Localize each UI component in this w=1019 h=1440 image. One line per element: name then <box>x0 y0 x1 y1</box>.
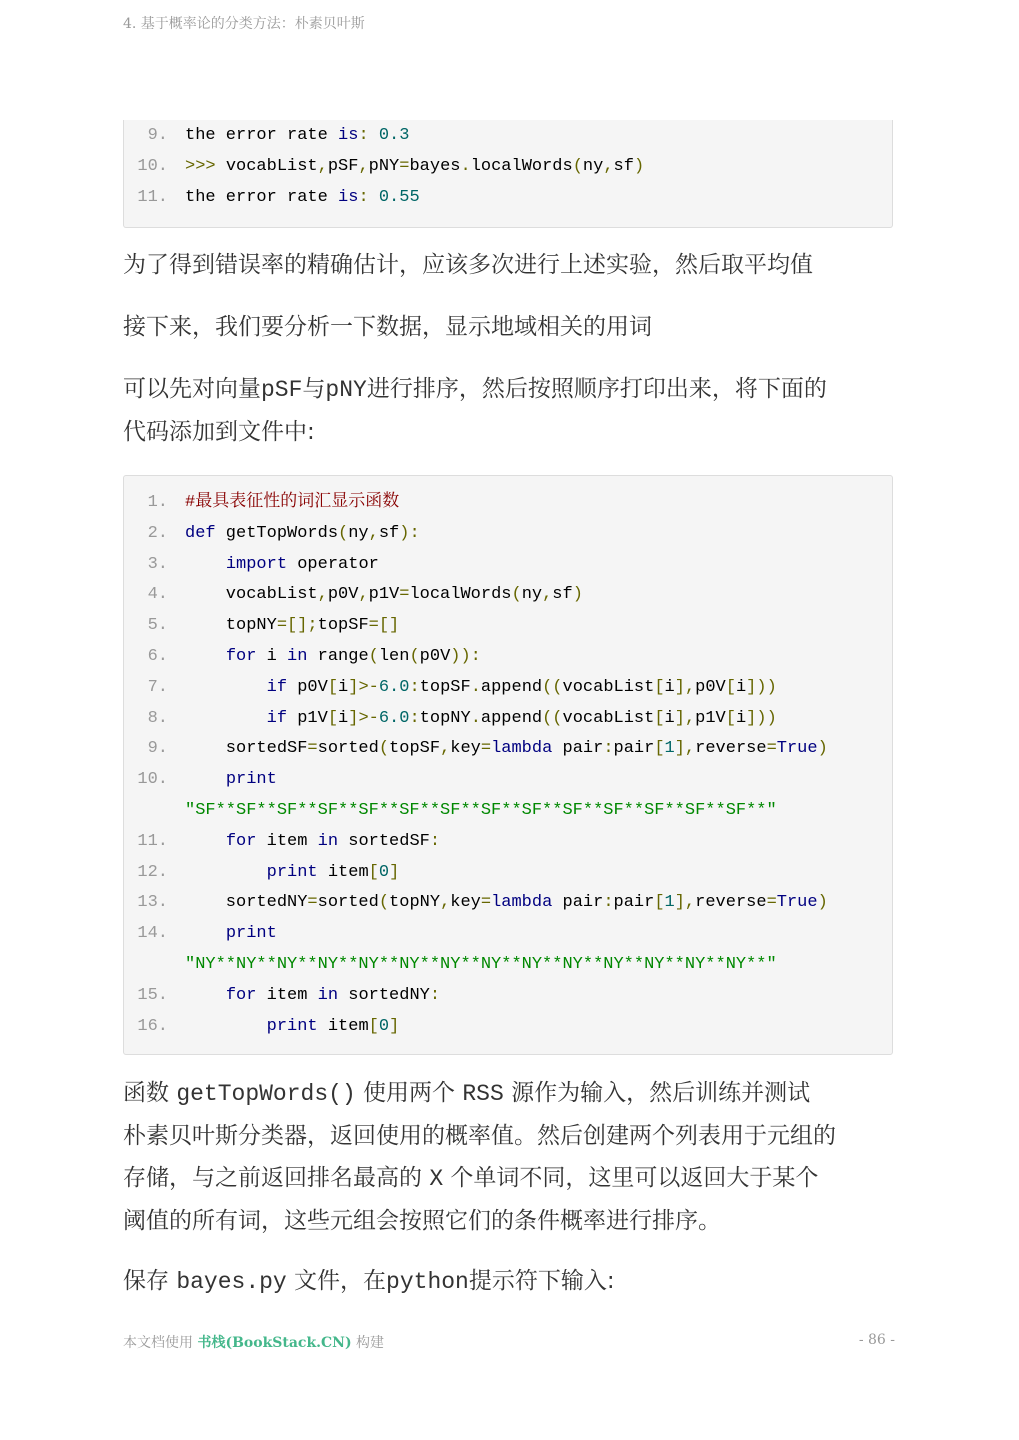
code-line <box>124 918 892 975</box>
inline-code-bayes-py: bayes.py <box>176 1269 287 1295</box>
code-token: True <box>776 893 818 913</box>
code-token: (( <box>542 708 563 728</box>
code-token: = <box>766 893 777 913</box>
code-token: pair <box>552 739 604 759</box>
code-token: the error rate <box>185 188 339 207</box>
code-token: pair <box>613 893 655 913</box>
code-line <box>124 487 892 518</box>
line-number: 11. <box>137 831 168 851</box>
code-token: )): <box>450 647 481 666</box>
code-token: p0V <box>287 677 328 697</box>
code-token: ], <box>674 708 696 728</box>
code-line <box>124 1011 892 1042</box>
code-token: : <box>358 188 379 207</box>
code-token: topSF <box>389 739 441 759</box>
code-token: item <box>317 1016 369 1036</box>
code-token: : <box>603 739 614 759</box>
code-token: vocabList <box>185 585 318 605</box>
code-token: ] <box>389 862 400 882</box>
code-token: [ <box>725 708 736 728</box>
line-number: 1. <box>147 493 168 512</box>
code-token: = <box>399 585 410 605</box>
code-token: sorted <box>317 739 379 759</box>
code-token: p1V <box>287 708 328 728</box>
code-token: for <box>225 985 257 1005</box>
code-token <box>185 986 226 1005</box>
code-token: i <box>735 677 747 697</box>
code-token: (( <box>542 677 563 697</box>
code-line <box>124 733 892 764</box>
code-token: [ <box>654 708 665 728</box>
code-text <box>185 579 583 610</box>
code-token: #最具表征性的词汇显示函数 <box>185 493 400 512</box>
code-token: True <box>776 739 818 759</box>
code-continuation <box>185 795 777 826</box>
code-token: item <box>256 831 318 851</box>
code-text <box>185 549 379 580</box>
code-line <box>124 182 892 213</box>
code-line <box>124 887 892 918</box>
code-token: 6.0 <box>378 677 410 697</box>
code-token: topNY <box>419 708 471 728</box>
code-token: range <box>307 647 369 666</box>
line-number: 13. <box>137 893 168 913</box>
code-line <box>124 610 892 641</box>
code-token: , <box>440 893 451 913</box>
code-token: , <box>542 585 553 605</box>
code-token: vocabList <box>562 708 655 728</box>
code-token: ], <box>674 739 696 759</box>
code-token: topSF <box>317 616 369 636</box>
code-token <box>185 832 226 851</box>
code-token: [ <box>654 677 665 697</box>
code-text <box>185 980 440 1011</box>
code-token: is <box>338 126 359 145</box>
inline-code-python: python <box>386 1269 469 1295</box>
code-token: ], <box>674 893 696 913</box>
line-number: 7. <box>147 677 168 697</box>
code-continuation <box>185 949 777 980</box>
code-token: i <box>256 647 288 666</box>
code-token: for <box>225 831 257 851</box>
code-token: key <box>450 739 481 759</box>
code-text <box>185 518 420 549</box>
code-token: lambda <box>491 739 553 759</box>
code-block-gettopwords <box>123 475 893 1055</box>
code-text <box>185 641 481 672</box>
text-segment: 文件，在 <box>286 1268 387 1294</box>
code-token: reverse <box>695 893 767 913</box>
code-token: sf <box>552 585 573 605</box>
line-number: 9. <box>147 739 168 759</box>
code-token: =[]; <box>276 616 318 636</box>
code-token: 0 <box>378 1016 390 1036</box>
paragraph-error-estimate: 为了得到错误率的精确估计，应该多次进行上述实验，然后取平均值 <box>123 252 813 278</box>
code-token <box>185 863 267 882</box>
code-text <box>185 918 277 949</box>
code-token: , <box>358 585 369 605</box>
paragraph-save-file <box>123 1260 893 1303</box>
code-token: "SF**SF**SF**SF**SF**SF**SF**SF**SF**SF**SF**SF**SF**SF**" <box>185 801 777 821</box>
code-token: if <box>266 708 288 728</box>
code-token: : <box>409 708 420 728</box>
code-text <box>185 733 828 764</box>
code-text <box>185 151 644 182</box>
code-token: in <box>287 647 308 666</box>
code-line <box>124 980 892 1011</box>
code-token: i <box>664 677 675 697</box>
code-token: [ <box>654 739 665 759</box>
code-token: localWords <box>409 585 512 605</box>
text-segment: 与 <box>302 376 326 402</box>
code-token: is <box>338 188 359 207</box>
code-token: len <box>378 647 410 666</box>
code-token: "NY**NY**NY**NY**NY**NY**NY**NY**NY**NY**NY**NY**NY**NY**" <box>185 955 777 975</box>
code-token: pair <box>613 739 655 759</box>
code-token: 1 <box>664 739 675 759</box>
code-token: , <box>368 523 379 543</box>
code-token: sf <box>378 523 400 543</box>
text-segment: 存储，与之前返回排名最高的 <box>123 1165 430 1191</box>
code-line <box>124 579 892 610</box>
code-token: [ <box>368 862 379 882</box>
code-token: p0V <box>327 585 359 605</box>
code-token: def <box>185 523 216 543</box>
text-segment: 源作为输入，然后训练并测试 <box>503 1080 811 1106</box>
code-token: ( <box>378 893 390 913</box>
code-token: = <box>307 893 318 913</box>
paragraph-sort-vectors <box>123 368 893 453</box>
code-token: : <box>429 985 441 1005</box>
code-text <box>185 120 409 151</box>
code-token: topNY <box>389 893 441 913</box>
code-line <box>124 518 892 549</box>
text-segment: 使用两个 <box>355 1080 463 1106</box>
code-token: ) <box>817 893 828 913</box>
code-token: p1V <box>368 585 400 605</box>
code-token: ( <box>572 157 583 176</box>
code-token <box>185 709 267 728</box>
code-token: reverse <box>695 739 767 759</box>
footer-suffix: 构建 <box>351 1335 385 1351</box>
inline-code-gettopwords: getTopWords() <box>176 1081 356 1107</box>
code-text <box>185 826 440 857</box>
code-token: ( <box>368 647 379 666</box>
code-token: ( <box>378 739 390 759</box>
text-segment: 进行排序，然后按照顺序打印出来，将下面的 <box>366 376 827 402</box>
code-token: ny <box>521 585 543 605</box>
code-token: ): <box>399 523 420 543</box>
code-token: ], <box>674 677 696 697</box>
inline-code-rss: RSS <box>462 1081 504 1107</box>
code-token: ( <box>338 523 349 543</box>
code-token: = <box>399 157 410 176</box>
code-token: , <box>603 157 614 176</box>
text-segment: 阈值的所有词，这些元组会按照它们的条件概率进行排序。 <box>123 1208 721 1234</box>
code-token: ) <box>633 157 645 176</box>
code-token: getTopWords <box>215 523 339 543</box>
code-token: , <box>440 739 451 759</box>
code-token: p0V <box>695 677 726 697</box>
code-token <box>185 555 226 574</box>
code-token: = <box>480 893 492 913</box>
code-token: print <box>266 1016 318 1036</box>
code-token: key <box>450 893 481 913</box>
code-token: : <box>358 126 379 145</box>
line-number: 14. <box>137 924 168 944</box>
code-token: the error rate <box>185 126 339 145</box>
code-token <box>185 1017 267 1036</box>
code-token: 1 <box>664 893 675 913</box>
code-token: vocabList <box>225 157 318 176</box>
code-token: : <box>409 677 420 697</box>
code-token: , <box>317 585 328 605</box>
line-number: 4. <box>147 585 168 605</box>
inline-code-pny: pNY <box>325 377 367 403</box>
code-line <box>124 641 892 672</box>
code-block-output <box>123 120 893 228</box>
code-token: p0V <box>419 647 451 666</box>
line-number: 2. <box>147 523 168 543</box>
page-breadcrumb: 4. 基于概率论的分类方法：朴素贝叶斯 <box>123 16 365 32</box>
line-number: 16. <box>137 1016 168 1036</box>
line-number: 6. <box>147 647 168 666</box>
code-token: [ <box>725 677 736 697</box>
footer-credit <box>123 1332 384 1352</box>
code-text <box>185 610 399 641</box>
inline-code-psf: pSF <box>261 377 303 403</box>
code-token: append <box>480 677 543 697</box>
code-token: import <box>225 554 288 574</box>
code-token: ]>- <box>348 708 379 728</box>
code-token: = <box>480 739 492 759</box>
code-text <box>185 703 777 734</box>
code-token: pNY <box>368 157 400 176</box>
code-token: append <box>480 708 543 728</box>
code-token: i <box>664 708 675 728</box>
code-text <box>185 487 399 518</box>
paragraph-gettopwords-explanation <box>123 1072 893 1242</box>
code-token: operator <box>287 554 379 574</box>
text-segment: 代码添加到文件中: <box>123 419 315 445</box>
code-token: , <box>358 157 369 176</box>
line-number: 11. <box>137 188 168 207</box>
text-segment: 保存 <box>123 1268 177 1294</box>
code-token: 0.55 <box>378 188 420 207</box>
code-token: ] <box>389 1016 400 1036</box>
code-token: [ <box>368 1016 379 1036</box>
code-text <box>185 764 277 795</box>
footer-prefix: 本文档使用 <box>123 1335 198 1351</box>
code-token: ) <box>572 585 583 605</box>
text-segment: 可以先对向量 <box>123 376 261 402</box>
code-token: if <box>266 677 288 697</box>
code-token: in <box>317 985 339 1005</box>
code-token: i <box>338 708 349 728</box>
code-token: localWords <box>470 157 573 176</box>
line-number: 10. <box>137 157 168 176</box>
code-token: vocabList <box>562 677 655 697</box>
code-token: ]>- <box>348 677 379 697</box>
code-token: bayes <box>409 157 461 176</box>
code-token <box>185 770 226 789</box>
code-text <box>185 1011 399 1042</box>
code-token: sortedNY <box>338 985 430 1005</box>
code-text <box>185 672 777 703</box>
code-line <box>124 151 892 182</box>
code-token: in <box>317 831 339 851</box>
code-token: ( <box>409 647 420 666</box>
code-token: item <box>317 862 369 882</box>
code-token: p1V <box>695 708 726 728</box>
code-token: ])) <box>746 708 777 728</box>
text-segment: 提示符下输入: <box>468 1268 615 1294</box>
code-token: [ <box>327 708 339 728</box>
line-number: 10. <box>137 770 168 790</box>
code-token: pSF <box>327 157 359 176</box>
code-line <box>124 764 892 821</box>
code-token: i <box>338 677 349 697</box>
text-segment: 个单词不同，这里可以返回大于某个 <box>443 1165 819 1191</box>
code-token: = <box>766 739 777 759</box>
line-number: 5. <box>147 616 168 636</box>
line-number: 15. <box>137 985 168 1005</box>
code-token <box>185 678 267 697</box>
code-line <box>124 703 892 734</box>
code-line <box>124 826 892 857</box>
code-token: topSF <box>419 677 471 697</box>
code-token: [ <box>327 677 339 697</box>
code-line <box>124 857 892 888</box>
code-token: ny <box>348 523 369 543</box>
code-text <box>185 887 828 918</box>
page-number: - 86 - <box>858 1332 895 1348</box>
code-token: =[] <box>368 616 400 636</box>
code-token: print <box>225 924 277 944</box>
code-token: 0.3 <box>378 126 410 145</box>
bookstack-link[interactable]: 书栈(BookStack.CN) <box>197 1335 352 1351</box>
code-token: i <box>735 708 747 728</box>
code-token: topNY <box>185 616 277 636</box>
code-token: ( <box>511 585 522 605</box>
code-token: ])) <box>746 677 777 697</box>
code-token: , <box>317 157 328 176</box>
line-number: 8. <box>147 708 168 728</box>
code-token: sortedSF <box>185 739 308 759</box>
text-segment: 朴素贝叶斯分类器，返回使用的概率值。然后创建两个列表用于元组的 <box>123 1123 836 1149</box>
code-token: . <box>470 708 481 728</box>
code-token: sorted <box>317 893 379 913</box>
line-number: 12. <box>137 862 168 882</box>
code-token: = <box>307 739 318 759</box>
code-text <box>185 857 399 888</box>
paragraph-analyze-data: 接下来，我们要分析一下数据，显示地域相关的用词 <box>123 314 652 340</box>
code-token: print <box>225 770 277 790</box>
code-token: : <box>429 831 441 851</box>
code-token: sortedNY <box>185 893 308 913</box>
code-token: . <box>470 677 481 697</box>
code-line <box>124 672 892 703</box>
line-number: 9. <box>147 126 168 145</box>
code-token: sortedSF <box>338 831 430 851</box>
code-token: pair <box>552 893 604 913</box>
code-token: . <box>460 157 471 176</box>
code-token: print <box>266 862 318 882</box>
code-token: lambda <box>491 893 553 913</box>
code-token: ) <box>817 739 828 759</box>
code-token <box>185 647 226 666</box>
code-token: : <box>603 893 614 913</box>
code-text <box>185 182 420 213</box>
line-number: 3. <box>147 554 168 574</box>
code-line <box>124 549 892 580</box>
code-token <box>185 924 226 943</box>
code-token: ny <box>582 157 604 176</box>
code-token: sf <box>613 157 634 176</box>
inline-code-x: X <box>429 1166 444 1192</box>
code-token: >>> <box>185 157 226 176</box>
code-token: [ <box>654 893 665 913</box>
code-line <box>124 120 892 151</box>
code-token: item <box>256 985 318 1005</box>
code-token: 0 <box>378 862 390 882</box>
text-segment: 函数 <box>123 1080 177 1106</box>
code-token: for <box>225 647 257 666</box>
code-token: 6.0 <box>378 708 410 728</box>
